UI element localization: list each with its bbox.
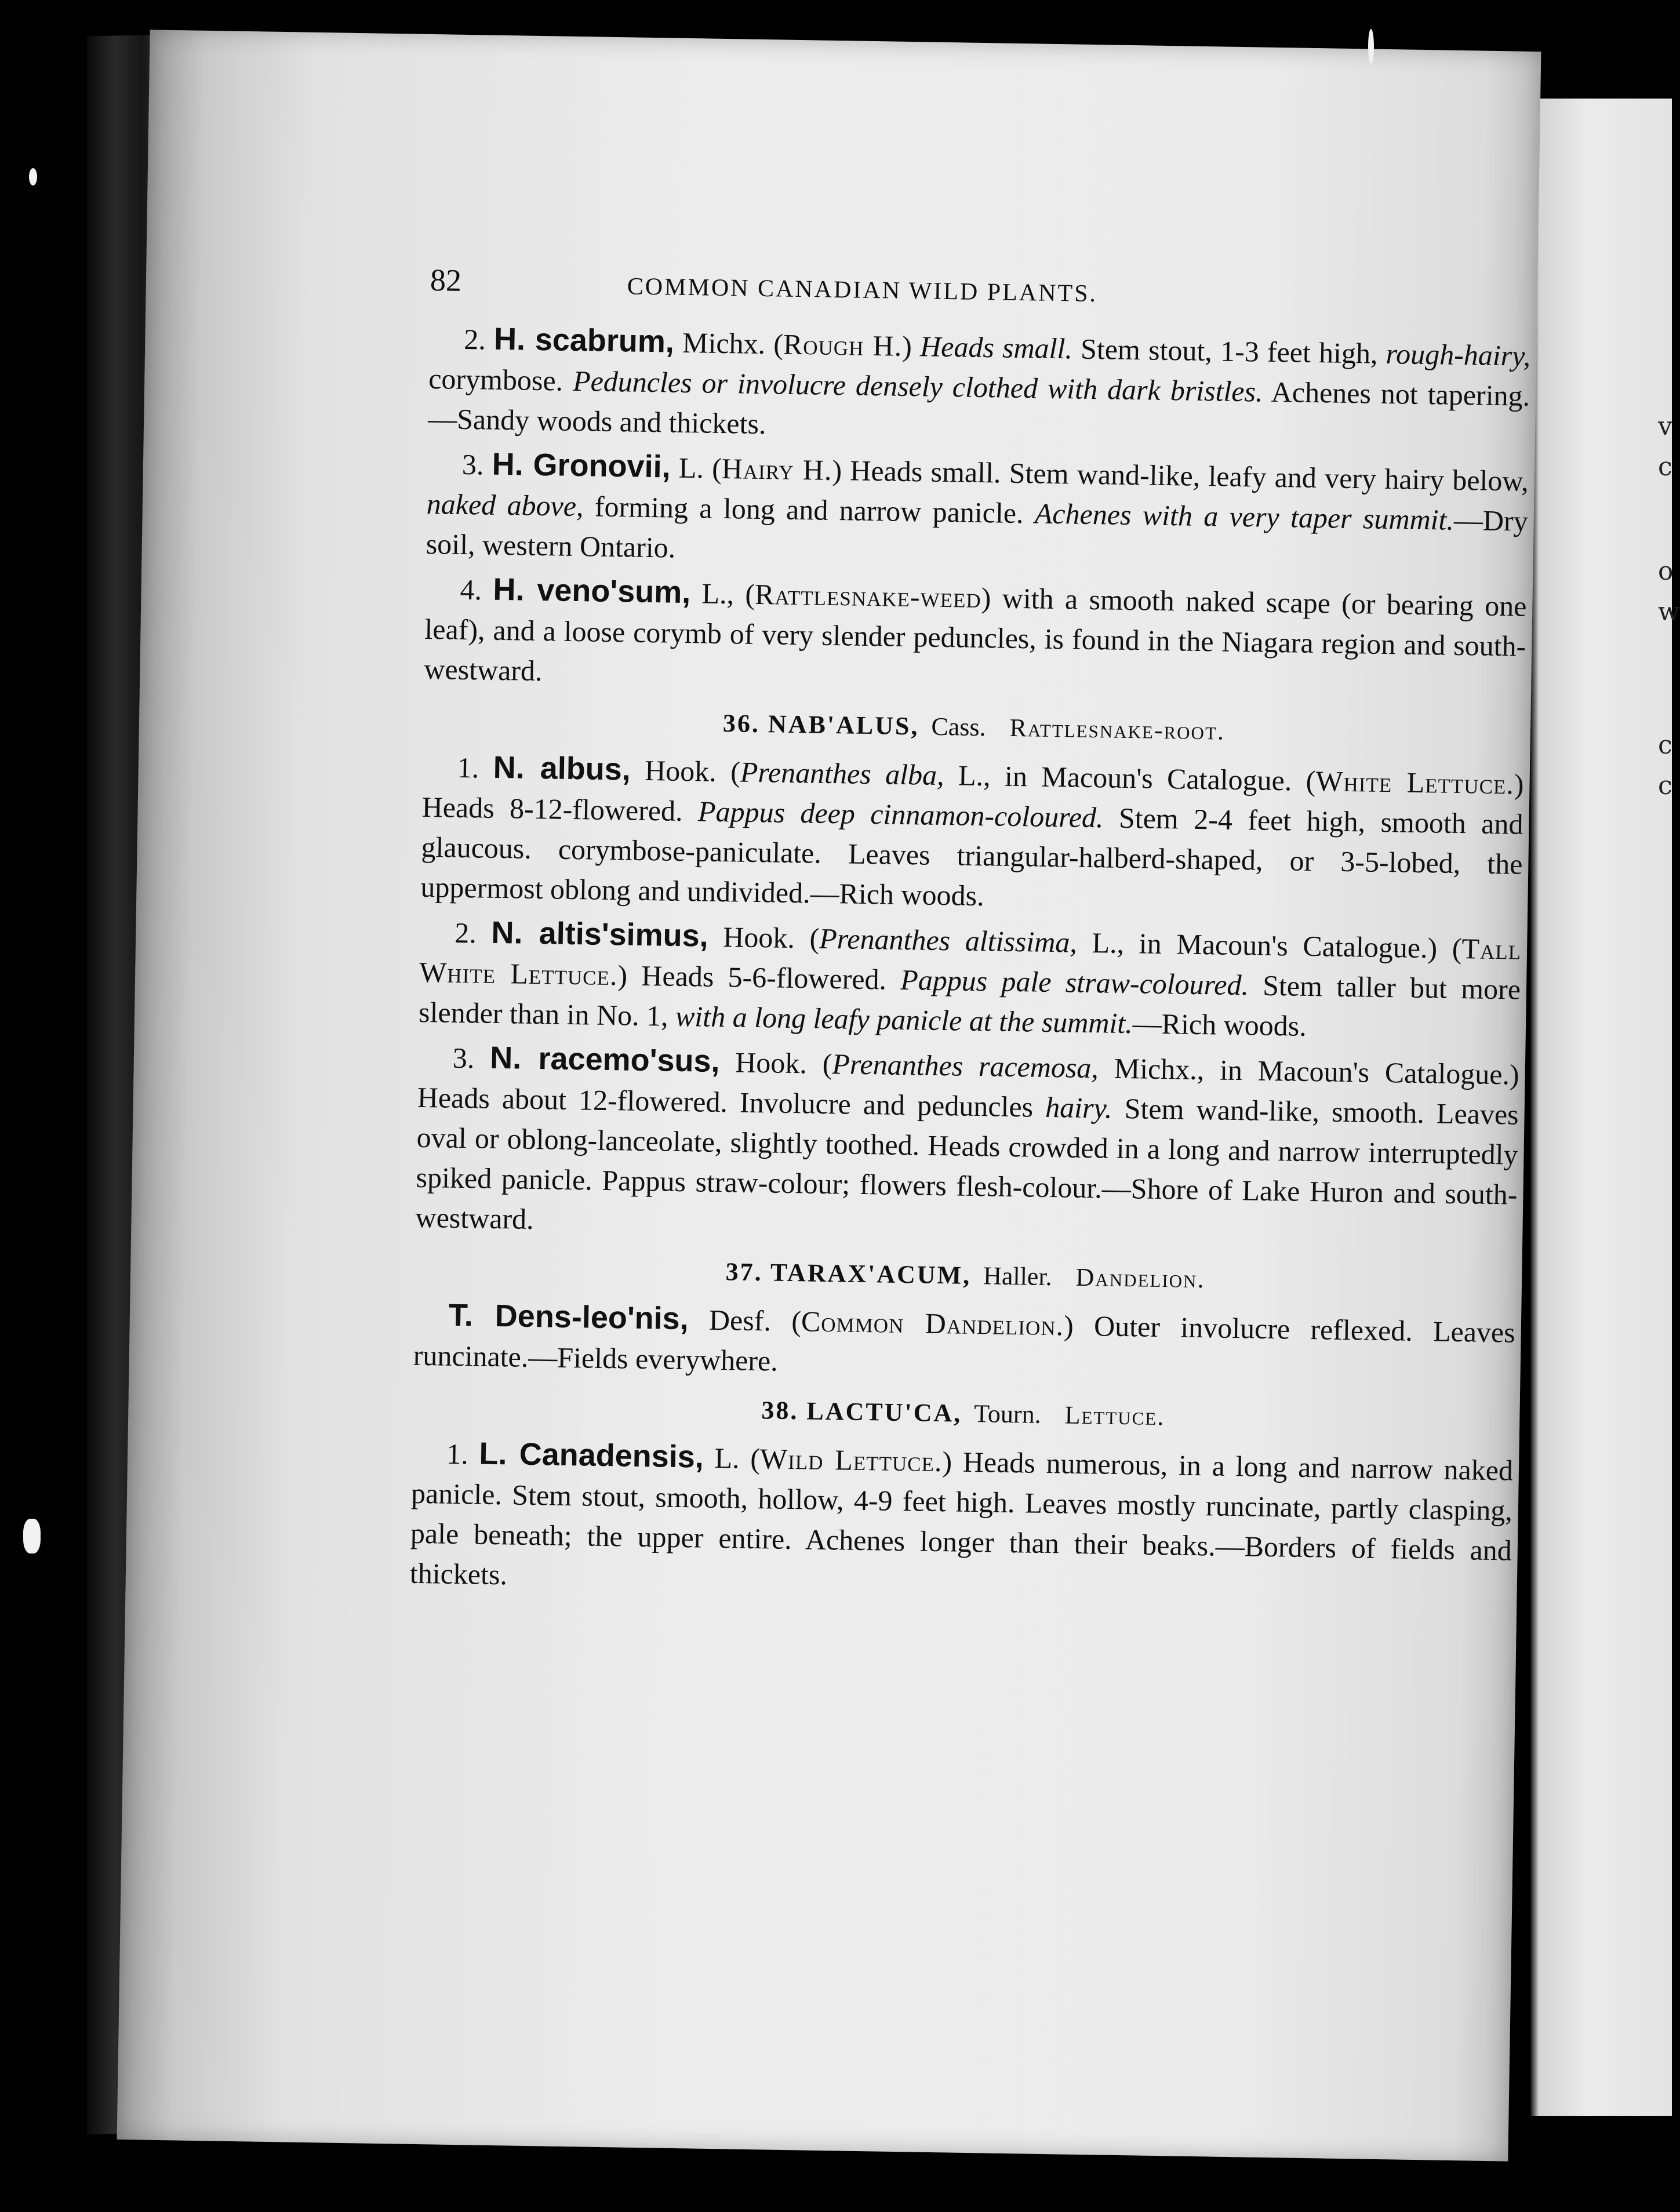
page-number: 82 [430, 263, 462, 298]
description-text: ) Outer involucre reflexed. Leaves runcinate.—Fields everywhere. [413, 1309, 1516, 1377]
species-number: 3. [461, 448, 484, 481]
adjacent-page-letter: w [1658, 597, 1680, 627]
section-lactuca [409, 1433, 1513, 1611]
description-text: corymbose. [428, 362, 573, 397]
italic-text: naked above, [426, 487, 584, 523]
species-number: 1. [446, 1437, 469, 1471]
description-text: Achenes not tapering.—Sandy woods and thickets. [427, 375, 1530, 441]
description-text: Stem taller but more slender than in No. 1, [418, 969, 1521, 1032]
small-caps-text: Rattlesnake-weed [754, 577, 982, 614]
italic-text: Achenes with a very taper summit. [1034, 497, 1454, 536]
species-name: H. Gronovii, [492, 446, 671, 485]
genus-heading-37 [414, 1247, 1517, 1304]
small-caps-text: Hairy H. [721, 452, 832, 486]
small-caps-text: Tall White Lettuce. [419, 932, 1522, 992]
description-text: L., in Macoun's Catalogue.) ( [1077, 926, 1462, 965]
species-name: N. altis'simus, [491, 915, 709, 954]
adjacent-page-edge [1530, 99, 1680, 2116]
description-text: Michx. ( [674, 326, 784, 361]
description-text: ) Heads 5-6-flowered. [617, 959, 901, 996]
description-text: Stem stout, 1-3 feet high, [1072, 332, 1387, 370]
section-hieracium [424, 318, 1531, 707]
genus-common-name: Rattlesnake-root. [1009, 713, 1226, 745]
small-caps-text: Rough H. [783, 328, 903, 362]
description-text: ) Heads numerous, in a long and narrow naked panicle. Stem stout, smooth, hollow, 4-9 feet high. Leaves mostly runcinate, partly clasping, pale beneath; the upper entire. Achenes longer than their beaks.—Borders of fields and thickets. [409, 1445, 1514, 1591]
species-name: T. Dens-leo'nis, [448, 1297, 689, 1337]
italic-text: hairy. [1045, 1090, 1112, 1125]
description-text: Hook. ( [719, 1046, 832, 1080]
species-number: 1. [457, 751, 479, 784]
adjacent-page-letter: c [1658, 771, 1672, 801]
species-entry [420, 747, 1524, 925]
species-number: 4. [460, 573, 482, 606]
genus-common-name: Lettuce. [1064, 1400, 1165, 1431]
adjacent-page-letter: c [1658, 730, 1672, 760]
species-entry [409, 1433, 1513, 1611]
description-text: Michx., in Macoun's Catalogue.) Heads about 12-flowered. Involucre and peduncles [417, 1052, 1520, 1123]
genus-name: 36. NAB'ALUS, [722, 709, 919, 741]
species-entry [426, 443, 1529, 581]
section-nabalus [415, 747, 1524, 1255]
species-entry [419, 912, 1522, 1050]
italic-text: Prenanthes racemosa, [831, 1047, 1099, 1085]
species-name: N. racemo'sus, [489, 1040, 721, 1079]
italic-text: Pappus pale straw-coloured. [900, 963, 1249, 1002]
speck [29, 168, 37, 185]
species-name: L. Canadensis, [479, 1436, 704, 1475]
species-entry [428, 318, 1531, 456]
italic-text: rough-hairy, [1386, 337, 1531, 372]
description-text: L. ( [670, 451, 722, 485]
section-taraxacum [413, 1295, 1515, 1393]
small-caps-text: Common Dandelion. [801, 1305, 1064, 1342]
adjacent-page-letter: o [1658, 556, 1674, 586]
description-text: Stem wand-like, smooth. Leaves oval or oblong-lanceolate, slightly toothed. Heads crowded in a long and narrow interruptedly spiked panicle. Pappus straw-colour; flowers flesh-colour.—Shore of Lake Huron and south-westward. [415, 1092, 1519, 1236]
genus-heading-38 [412, 1385, 1514, 1442]
species-entry [424, 569, 1527, 707]
description-text: L. ( [703, 1441, 761, 1475]
italic-text: Peduncles or involucre densely clothed with dark bristles. [572, 364, 1263, 408]
species-name: N. albus, [493, 750, 631, 787]
small-caps-text: White Lettuce. [1315, 765, 1515, 801]
book-page [117, 30, 1541, 2161]
description-text: L., in Macoun's Catalogue. ( [944, 759, 1316, 798]
species-name: H. veno'sum, [493, 572, 691, 610]
genus-author: Tourn. [973, 1399, 1042, 1429]
genus-common-name: Dandelion. [1075, 1263, 1205, 1294]
italic-text: Pappus deep cinnamon-coloured. [697, 795, 1104, 834]
species-number: 2. [454, 916, 477, 949]
description-text: ) [901, 329, 921, 363]
description-text: —Dry soil, western Ontario. [426, 503, 1529, 564]
adjacent-page-letter: v [1658, 412, 1672, 441]
description-text: Stem 2-4 feet high, smooth and glaucous. corymbose-paniculate. Leaves triangular-halberd-shaped, or 3-5-lobed, the uppermost oblong and undivided.—Rich woods. [420, 801, 1523, 912]
description-text: Hook. ( [630, 754, 741, 788]
description-text: Desf. ( [688, 1303, 802, 1338]
running-title: COMMON CANADIAN WILD PLANTS. [627, 273, 1098, 308]
genus-name: 38. LACTU'CA, [761, 1396, 962, 1428]
italic-text: Prenanthes altissima, [819, 922, 1078, 959]
genus-author: Haller. [983, 1261, 1053, 1291]
italic-text: with a long leafy panicle at the summit. [675, 999, 1133, 1040]
genus-name: 37. TARAX'ACUM, [725, 1257, 972, 1290]
speck [1368, 29, 1374, 64]
adjacent-page-letter: c [1658, 452, 1672, 482]
description-text: Hook. ( [708, 920, 820, 955]
description-text: L., ( [690, 577, 755, 610]
genus-author: Cass. [931, 712, 986, 742]
description-text: ) Heads 8-12-flowered. [421, 767, 1525, 828]
description-text: —Rich woods. [1132, 1007, 1307, 1042]
species-number: 2. [463, 322, 486, 356]
speck [23, 1519, 41, 1554]
species-name: H. scabrum, [493, 321, 675, 359]
description-text: ) with a smooth naked scape (or bearing one leaf), and a loose corymb of very slender peduncles, is found in the Niagara region and south-westward. [424, 581, 1527, 687]
description-text: ) Heads small. Stem wand-like, leafy and very hairy below, [832, 453, 1529, 497]
running-head [430, 260, 1532, 330]
small-caps-text: Wild Lettuce. [759, 1442, 943, 1478]
description-text: forming a long and narrow panicle. [583, 490, 1035, 530]
genus-heading-36 [423, 698, 1525, 756]
italic-text: Prenanthes alba, [740, 755, 945, 792]
species-entry [415, 1037, 1519, 1255]
species-number: 3. [452, 1041, 475, 1075]
species-entry [413, 1295, 1515, 1393]
italic-text: Heads small. [919, 330, 1073, 365]
page-content [409, 260, 1532, 1616]
